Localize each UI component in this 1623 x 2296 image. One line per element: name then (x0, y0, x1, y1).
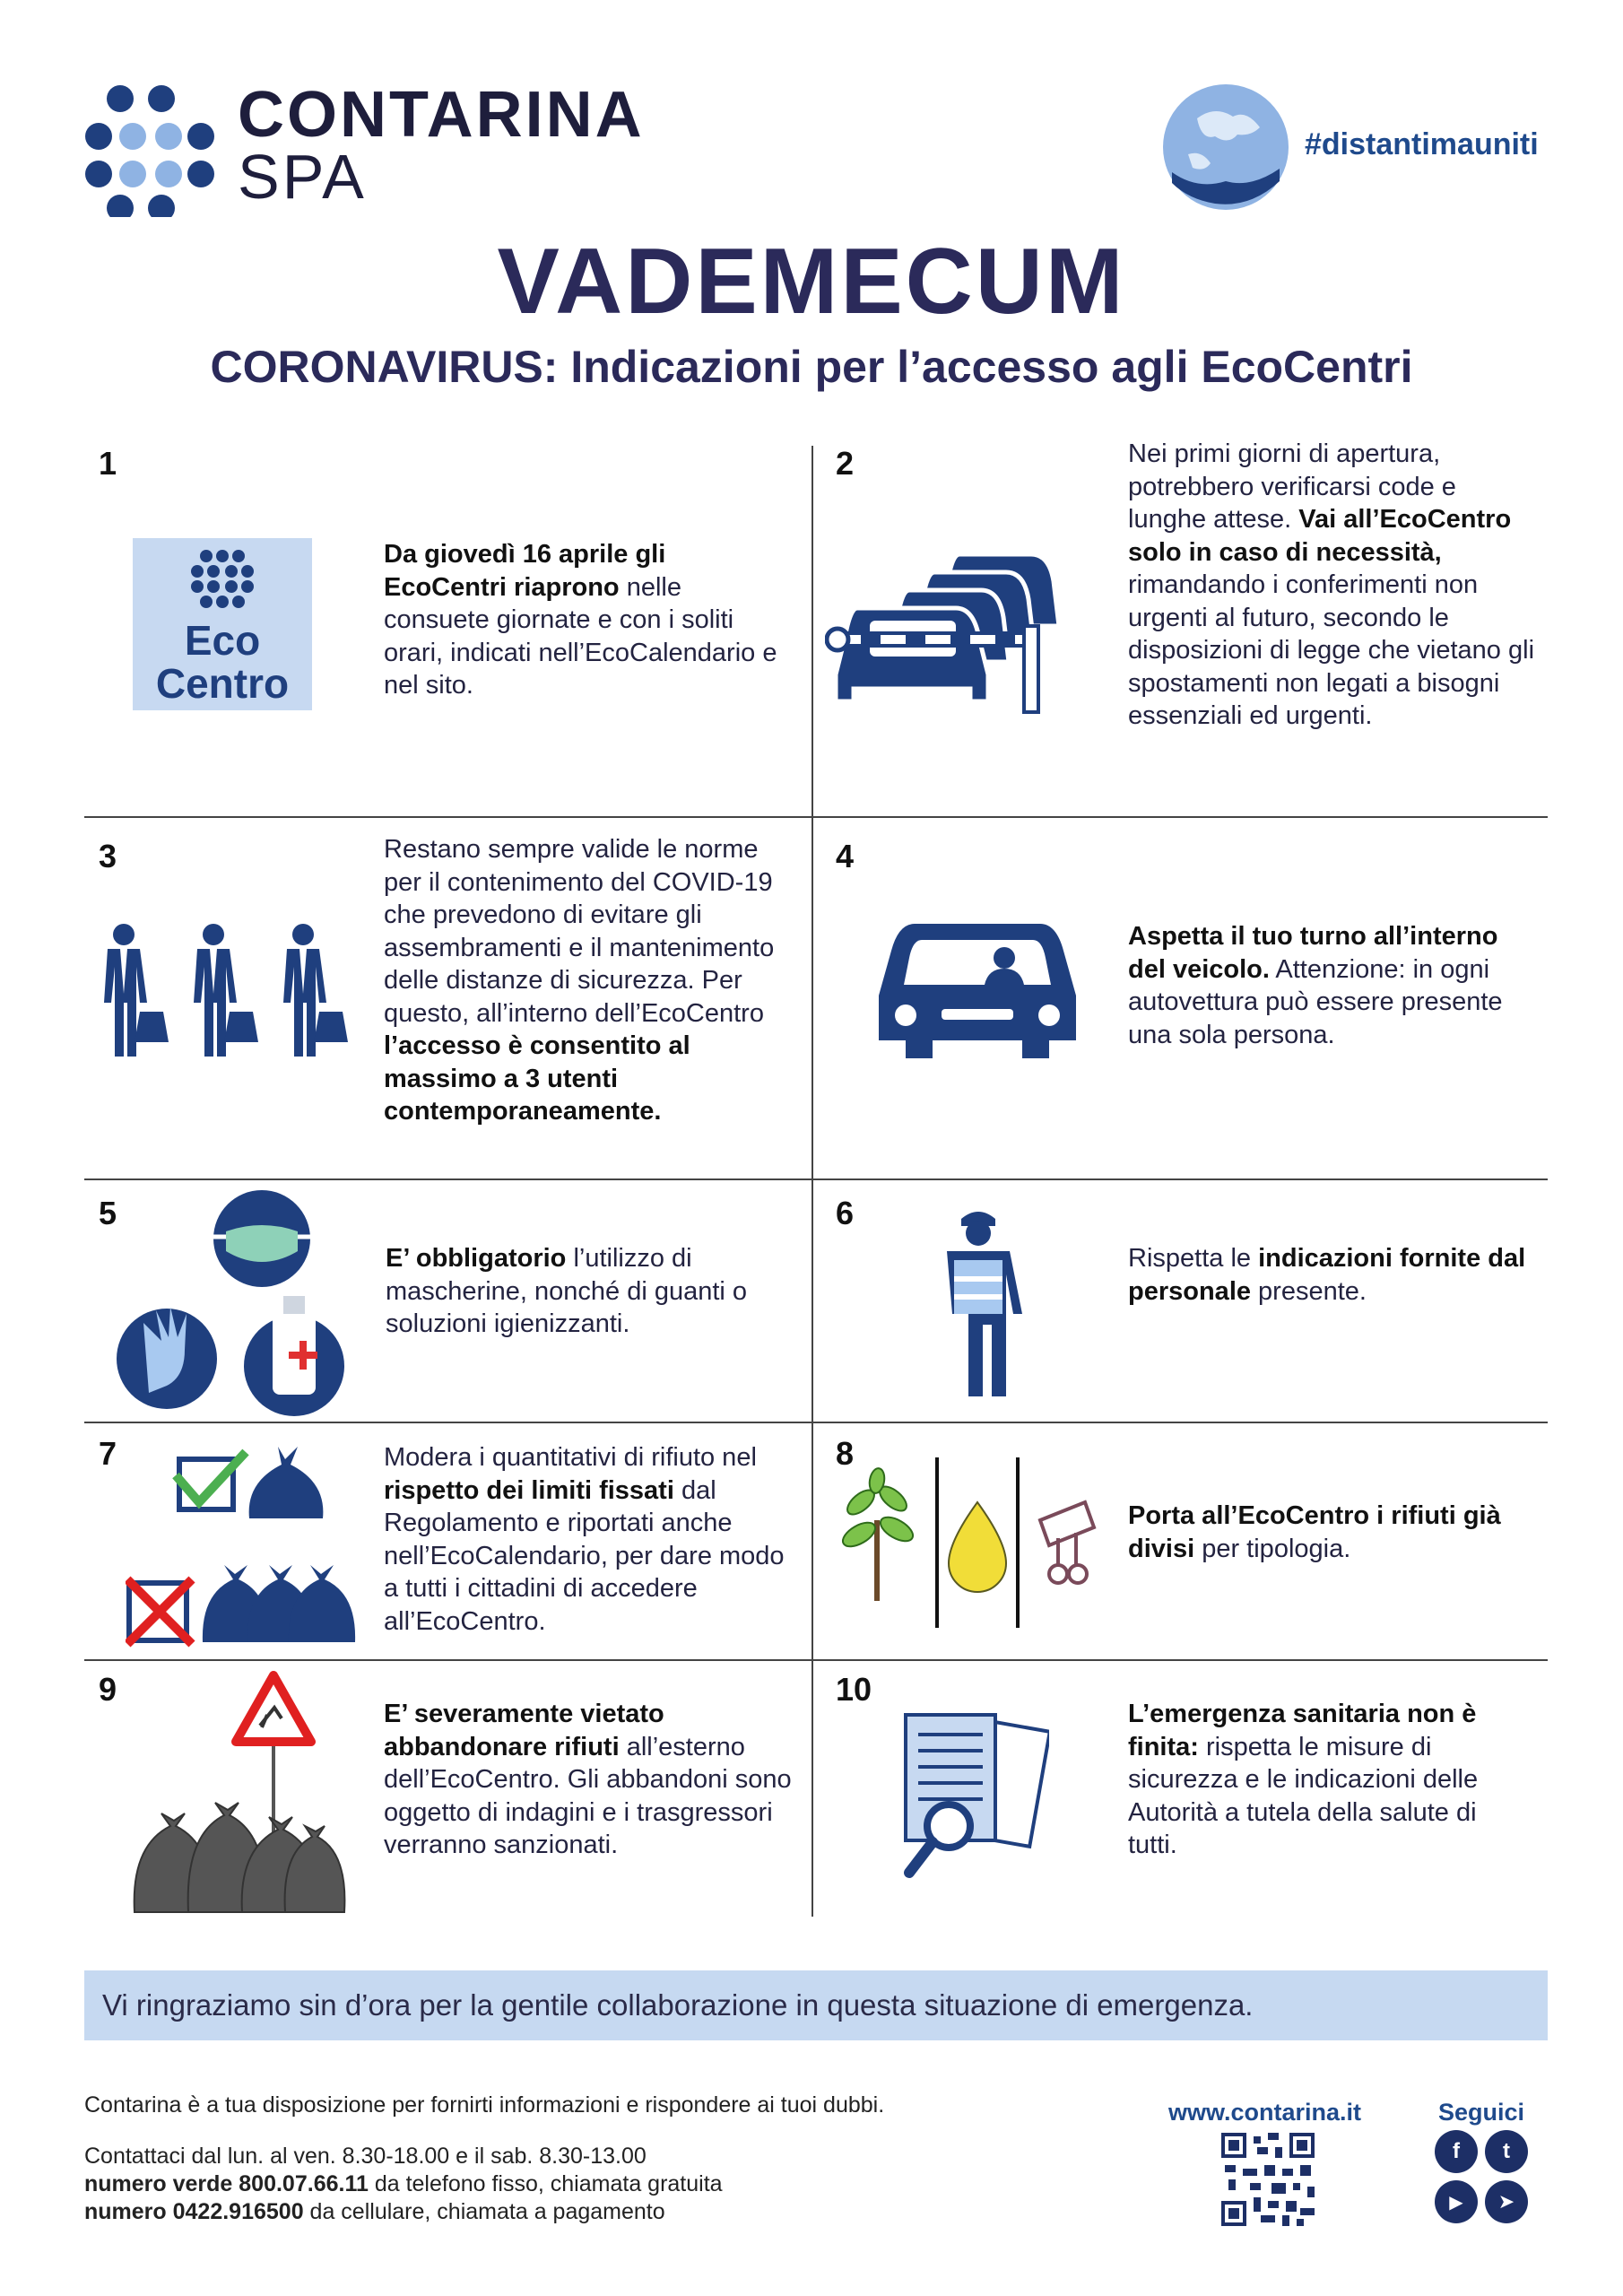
item-10-text: L’emergenza sanitaria non è finita: rispetta le misure di sicurezza e le indicazioni delle Autorità a tutela della salute di tutti. (1128, 1700, 1479, 1859)
item-number: 3 (99, 838, 117, 874)
staff-worker-icon (929, 1206, 1028, 1399)
item-number: 4 (836, 838, 855, 874)
centro-label: Centro (155, 660, 290, 707)
footer-hours: Contattaci dal lun. al ven. 8.30-18.00 e il sab. 8.30-13.00 (84, 2144, 647, 2169)
youtube-icon[interactable]: ▶ (1435, 2180, 1478, 2223)
follow-label: Seguici (1438, 2099, 1525, 2126)
item-4-text: Aspetta il tuo turno all’interno del veicolo. Attenzione: in ogni autovettura può essere presente una sola persona. (1128, 922, 1503, 1049)
item-6-text: Rispetta le indicazioni fornite dal personale presente. (1128, 1244, 1526, 1306)
item-number: 1 (99, 445, 117, 482)
page-subtitle: CORONAVIRUS: Indicazioni per l’accesso agli EcoCentri (210, 342, 1413, 392)
logo-subtitle: SPA (238, 142, 367, 212)
item-number: 9 (99, 1671, 117, 1708)
telegram-icon[interactable]: ➤ (1485, 2180, 1528, 2223)
website-link[interactable]: www.contarina.it (1168, 2099, 1362, 2126)
item-5-text: E’ obbligatorio l’utilizzo di mascherine, nonché di guanti o soluzioni igienizzanti. (386, 1244, 748, 1338)
contarina-logo-icon (82, 83, 217, 217)
item-2-text: Nei primi giorni di apertura, potrebbero verificarsi code e lunghe attese. Vai all’EcoCentro solo in caso di necessità, rimandando i conferimenti non urgenti al futuro, secondo le disposizioni di legge che vietano gli spostamenti non legati a bisogni essenziali ed urgenti. (1128, 439, 1535, 730)
qr-code-icon[interactable] (1221, 2133, 1315, 2231)
footer-contacts (84, 2143, 981, 2226)
row-divider (84, 1178, 1548, 1180)
row-divider (84, 1422, 1548, 1423)
waste-bags-limit-icon (126, 1439, 359, 1650)
item-8-text: Porta all’EcoCentro i rifiuti già divisi per tipologia. (1128, 1501, 1501, 1563)
ecocentro-sign-icon (133, 538, 312, 710)
item-number: 6 (836, 1195, 855, 1231)
item-number: 10 (836, 1671, 872, 1708)
hashtag: #distantimauniti (1305, 127, 1539, 161)
three-people-bags-icon (97, 924, 366, 1067)
documents-magnifier-icon (897, 1711, 1049, 1886)
footer-phone-mobile: numero 0422.916500 da cellulare, chiamata a pagamento (84, 2199, 665, 2224)
globe-hands-icon (1161, 83, 1291, 213)
item-1-text: Da giovedì 16 aprile gli EcoCentri riaprono nelle consuete giornate e con i soliti orari, indicati nell’EcoCalendario e nel sito. (384, 540, 777, 700)
logo-name: CONTARINA (238, 79, 645, 151)
abandoned-bags-sign-icon (126, 1670, 350, 1921)
page-title: VADEMECUM (497, 230, 1126, 334)
cars-queue-barrier-icon (825, 536, 1094, 716)
sorted-waste-icon (834, 1457, 1112, 1628)
thanks-text: Vi ringraziamo sin d’ora per la gentile collaborazione in questa situazione di emergenza. (102, 1988, 1254, 2022)
row-divider (84, 1659, 1548, 1661)
item-number: 8 (836, 1435, 855, 1472)
thanks-banner (84, 1970, 1548, 2040)
item-3-text: Restano sempre valide le norme per il contenimento del COVID-19 che prevedono di evitare gli assembramenti e il mantenimento delle distanze di sicurezza. Per questo, all’interno dell’EcoCentro l’accesso è consentito al massimo a 3 utenti contemporaneamente. (384, 835, 775, 1126)
facebook-icon[interactable]: f (1435, 2130, 1478, 2173)
row-divider (84, 816, 1548, 818)
item-number: 5 (99, 1195, 117, 1231)
item-9-text: E’ severamente vietato abbandonare rifiuti all’esterno dell’EcoCentro. Gli abbandoni sono oggetto di indagini e i trasgressori verranno sanzionati. (384, 1700, 792, 1859)
item-7-text: Modera i quantitativi di rifiuto nel rispetto dei limiti fissati dal Regolamento e riportati anche nell’EcoCalendario, per dare modo a tutti i cittadini di accedere all’EcoCentro. (384, 1443, 785, 1636)
car-driver-icon (879, 915, 1076, 1067)
item-number: 2 (836, 445, 855, 482)
eco-label: Eco (184, 617, 261, 664)
item-number: 7 (99, 1435, 117, 1472)
footer-info: Contarina è a tua disposizione per fornirti informazioni e rispondere ai tuoi dubbi. (84, 2092, 885, 2118)
footer-phone-landline: numero verde 800.07.66.11 da telefono fisso, chiamata gratuita (84, 2171, 723, 2196)
twitter-icon[interactable]: t (1485, 2130, 1528, 2173)
mask-gloves-sanitizer-icon (117, 1188, 359, 1422)
column-divider (812, 446, 813, 1917)
